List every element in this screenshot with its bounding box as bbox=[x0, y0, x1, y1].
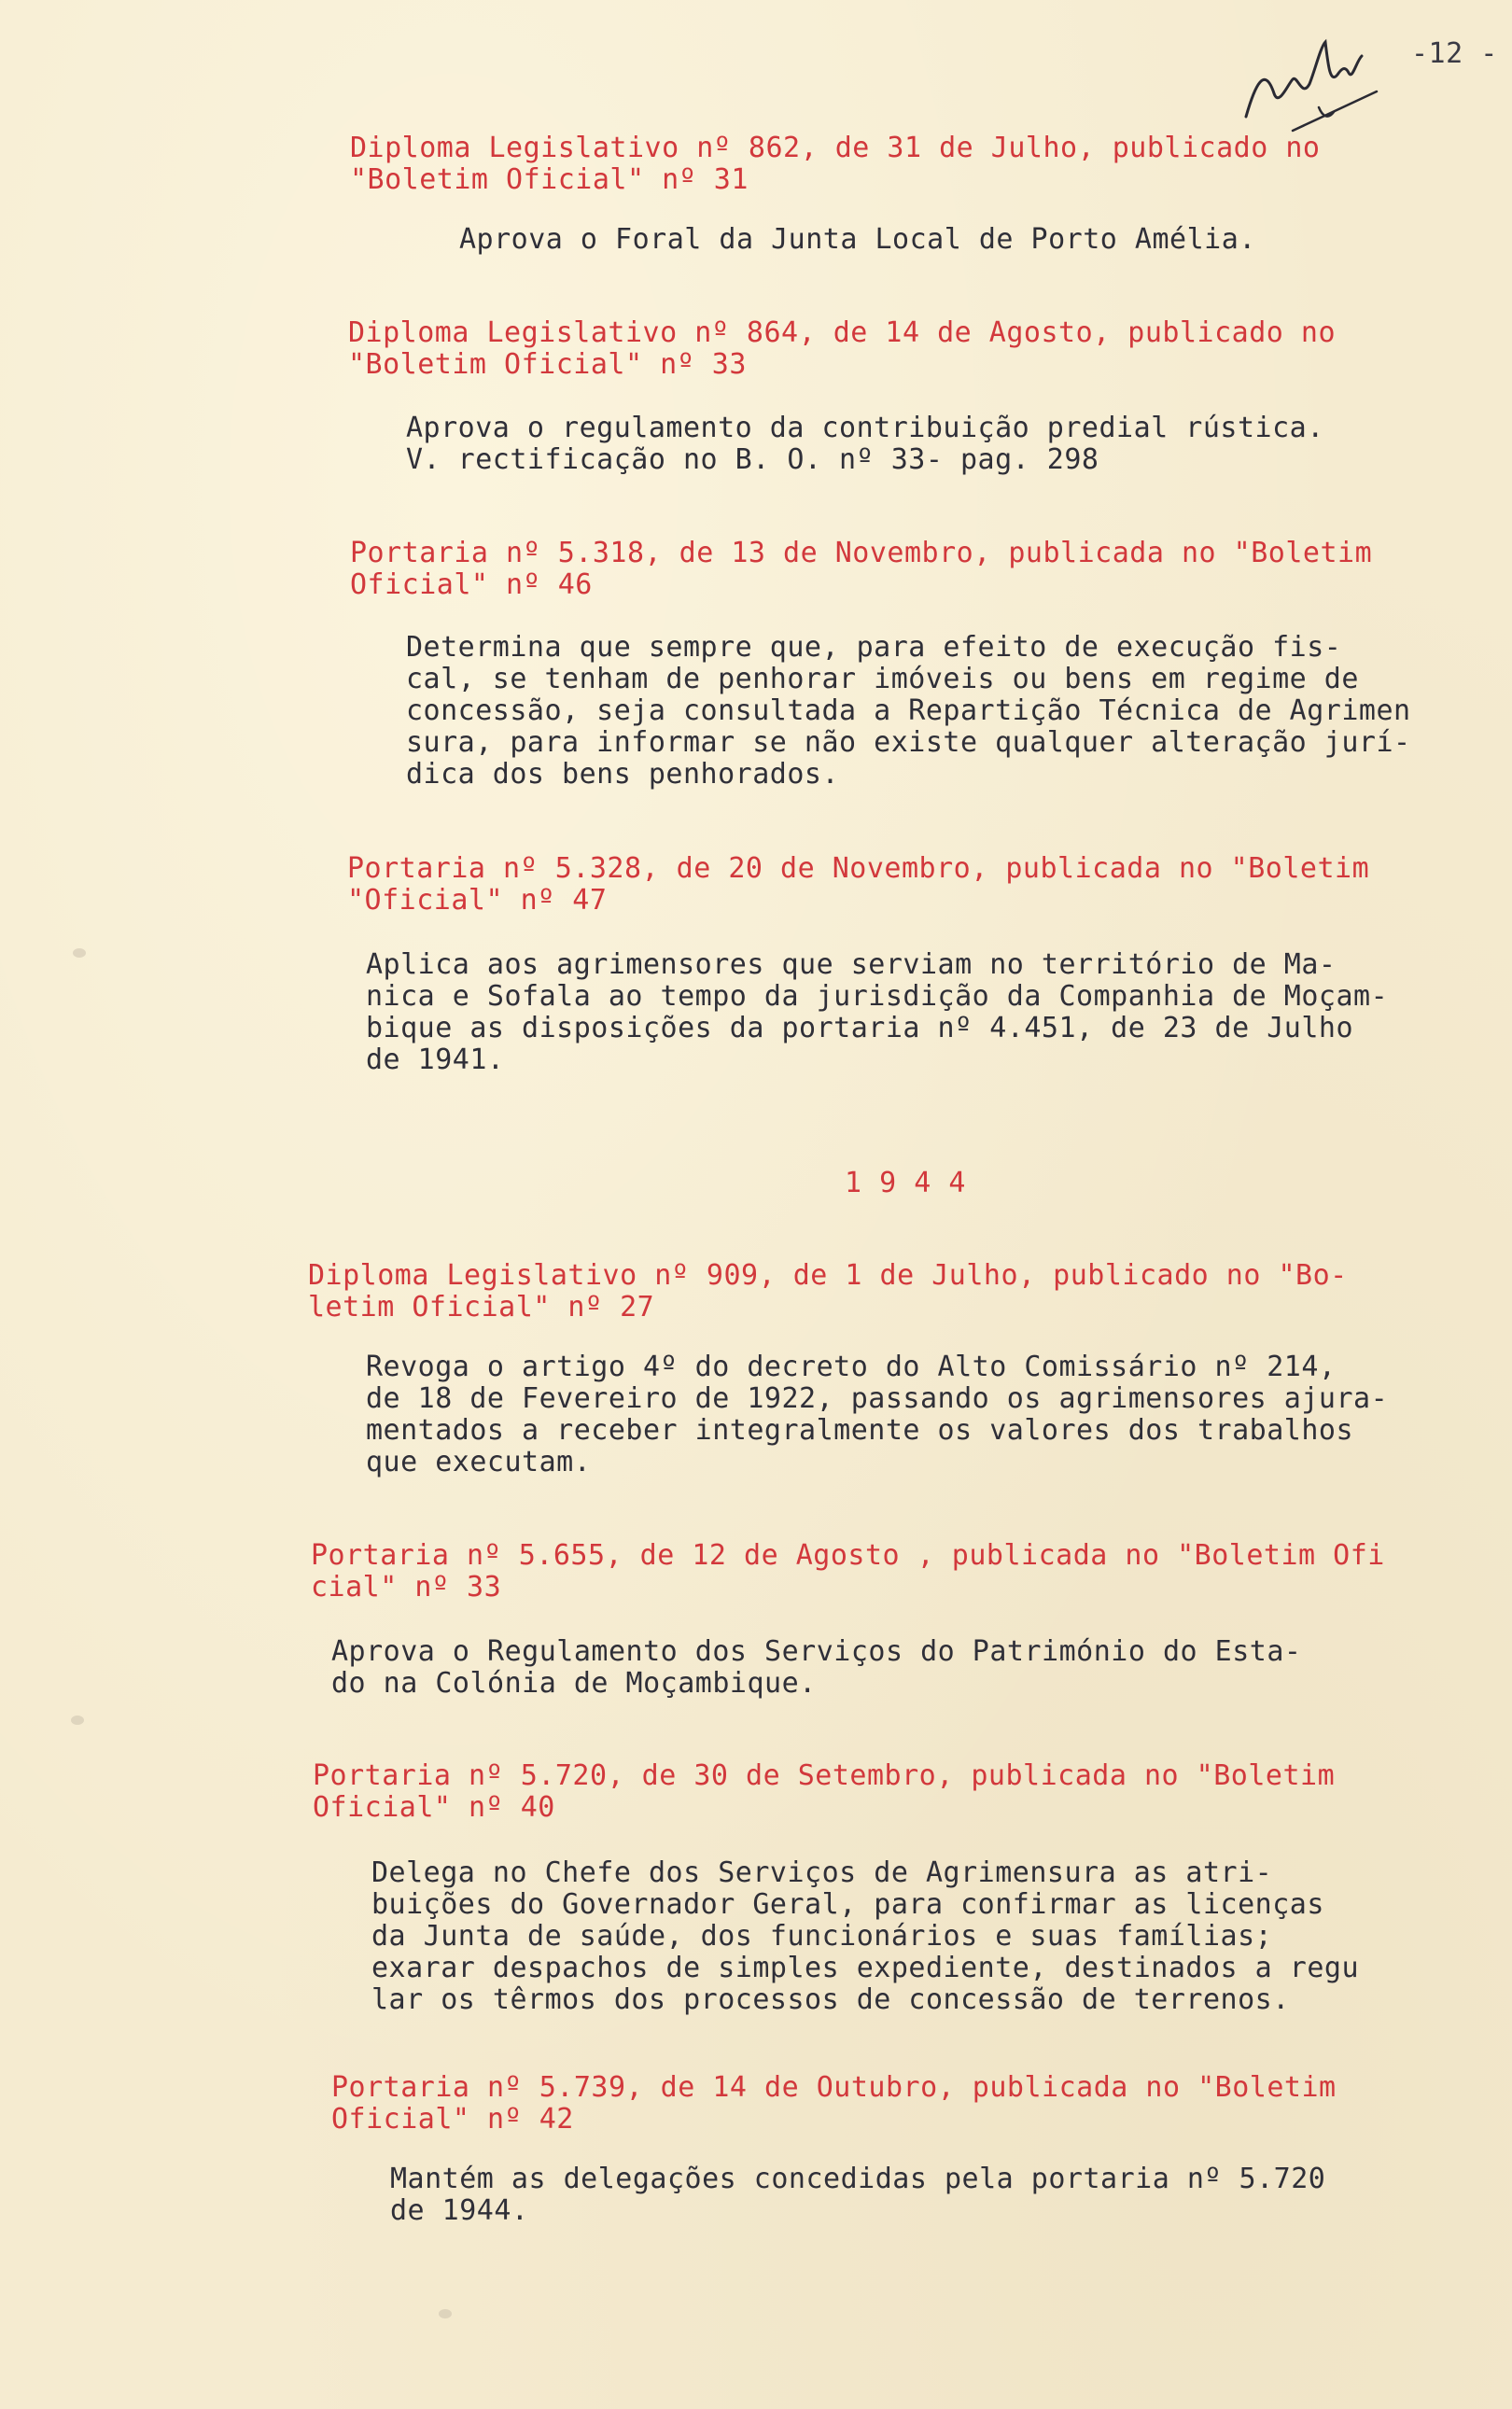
paper-mark bbox=[439, 2309, 452, 2318]
entry-heading: Portaria nº 5.720, de 30 de Setembro, publicada no "Boletim Oficial" nº 40 bbox=[313, 1759, 1336, 1824]
entry-heading: Portaria nº 5.328, de 20 de Novembro, publicada no "Boletim "Oficial" nº 47 bbox=[347, 852, 1370, 917]
entry-heading: Portaria nº 5.739, de 14 de Outubro, publicada no "Boletim Oficial" nº 42 bbox=[331, 2071, 1337, 2136]
paper-mark bbox=[73, 948, 86, 958]
entry-heading: Portaria nº 5.318, de 13 de Novembro, publicada no "Boletim Oficial" nº 46 bbox=[350, 537, 1373, 601]
entry-body: Revoga o artigo 4º do decreto do Alto Comissário nº 214, de 18 de Fevereiro de 1922, passando os agrimensores ajura- mentados a receber integralmente os valores dos trabalhos que executam. bbox=[366, 1351, 1389, 1478]
entry-body: Mantém as delegações concedidas pela portaria nº 5.720 de 1944. bbox=[390, 2163, 1326, 2227]
entry-heading: Diploma Legislativo nº 864, de 14 de Agosto, publicado no "Boletim Oficial" nº 33 bbox=[348, 316, 1337, 381]
entry-body: Aprova o regulamento da contribuição predial rústica. V. rectificação no B. O. nº 33- pag. 298 bbox=[406, 412, 1324, 476]
page-number: -12 - bbox=[1411, 37, 1498, 70]
entry-heading: Diploma Legislativo nº 862, de 31 de Julho, publicado no "Boletim Oficial" nº 31 bbox=[350, 132, 1321, 196]
entry-body: Aprova o Foral da Junta Local de Porto Amélia. bbox=[459, 223, 1256, 256]
entry-body: Aprova o Regulamento dos Serviços do Património do Esta- do na Colónia de Moçambique. bbox=[331, 1635, 1302, 1700]
entry-body: Delega no Chefe dos Serviços de Agrimensura as atri- buições do Governador Geral, para confirmar as licenças da Junta de saúde, dos funcionários e suas famílias; exarar despachos de simples expediente, destinados a regu lar os têrmos dos processos de concessão de terrenos. bbox=[371, 1856, 1360, 2016]
handwritten-signature bbox=[1237, 28, 1386, 140]
entry-heading: Diploma Legislativo nº 909, de 1 de Julho, publicado no "Bo- letim Oficial" nº 27 bbox=[308, 1259, 1348, 1324]
year-heading: 1 9 4 4 bbox=[845, 1167, 966, 1199]
entry-heading: Portaria nº 5.655, de 12 de Agosto , publicada no "Boletim Ofi cial" nº 33 bbox=[311, 1539, 1385, 1604]
entry-body: Determina que sempre que, para efeito de execução fis- cal, se tenham de penhorar imóveis ou bens em regime de concessão, seja consultada a Repartição Técnica de Agrimen sura, para informar se não existe qualquer alteração jurí- dica dos bens penhorados. bbox=[406, 631, 1411, 791]
paper-mark bbox=[71, 1716, 84, 1725]
entry-body: Aplica aos agrimensores que serviam no território de Ma- nica e Sofala ao tempo da jurisdição da Companhia de Moçam- bique as disposições da portaria nº 4.451, de 23 de Julho de 1941. bbox=[366, 948, 1389, 1076]
